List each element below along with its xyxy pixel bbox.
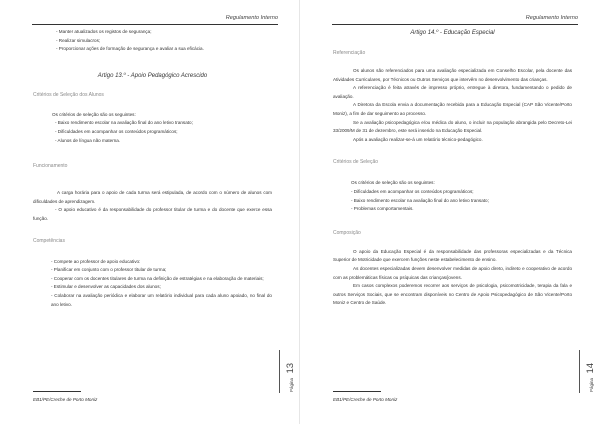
list-item: - Cooperar com os docentes titulares de turma na definição de estratégias e na elaboração de materiais; (51, 275, 264, 281)
list-item: - Baixo rendimento escolar na avaliação final do ano letivo transato; (351, 197, 489, 203)
page-number (580, 352, 594, 392)
criteria-list (333, 188, 572, 214)
running-header: Regulamento Interno (525, 15, 578, 21)
paragraph: A referenciação é feita através de impresso próprio, entregue à diretora, fundamentando o pedido de avaliação. (333, 85, 572, 99)
list-item: - Proporcionar ações de formação de segurança e avaliar a sua eficácia. (56, 46, 204, 52)
paragraph: A carga horária para o apoio de cada turma será estipulada, de acordo com o número de alunos com dificuldades de aprendizagem. (33, 190, 272, 204)
paragraph: A Diretora da Escola envia a documentação recebida para a Educação Especial (CAP São Vicente/Porto Moniz), a fim de dar seguimento ao processo. (333, 102, 572, 116)
page-body (33, 28, 272, 309)
paragraph: Se a avaliação psicopedagógica e/ou médica do aluno, o incluir na população abrangida pelo Decreto-Lei 33/2009/M de 31 de dezembro, este será inserido na Educação Especial. (333, 119, 572, 134)
article-title: Artigo 14.º - Educação Especial (410, 30, 495, 36)
page-number-value: 13 (285, 362, 296, 374)
running-header: Regulamento Interno (225, 15, 278, 21)
page-label: Página (589, 377, 594, 392)
page-number (280, 352, 294, 392)
page-body (333, 30, 572, 308)
list-item: - Planificar em conjunto com o professor titular de turma; (51, 267, 167, 273)
header-rule (32, 24, 278, 25)
header-rule (332, 24, 578, 25)
criteria-list (33, 119, 272, 145)
list-item: - Realizar simulacros; (56, 37, 101, 43)
footer-rule (33, 391, 81, 392)
page-label: Página (289, 377, 294, 392)
paragraph: As docentes especializadas devem desenvolver medidas de apoio direto, indireto e cooperativo de acordo com as problemáticas físicas ou psíquicas das crianças/jovens. (333, 265, 572, 280)
section-heading: Composição (333, 229, 361, 236)
footer: EB1/PE/Creche de Porto Moniz (333, 397, 398, 402)
footer-rule (333, 391, 381, 392)
section-heading: Competências (33, 237, 65, 244)
list-item: - Baixo rendimento escolar na avaliação final do ano letivo transato; (55, 120, 193, 126)
list-item: - Compete ao professor de apoio educativo: (51, 258, 141, 264)
paragraph: Em casos complexos poderemos recorrer aos serviços de psicologia, psicomotricidade, terapia da fala e outros Serviços Sociais, que se encontram disponíveis no Centro de Apoio Psicopedagógico de São Vicente/Porto Moniz e Centro de Saúde. (333, 283, 572, 306)
page-14 (300, 0, 600, 424)
section-heading: Critérios de Seleção (333, 159, 379, 166)
page-number-value: 14 (585, 362, 596, 374)
section-heading: Referenciação (333, 50, 366, 56)
list-item: - Manter atualizados os registos de segurança; (56, 29, 152, 34)
footer: EB1/PE/Creche de Porto Moniz (33, 397, 98, 402)
paragraph: Os critérios de seleção são os seguintes: (52, 111, 136, 117)
list-item: - Dificuldades em acompanhar os conteúdos programáticos; (55, 128, 178, 134)
paragraph: Os alunos são referenciados para uma avaliação especializada em Conselho Escolar, pela docente das Atividades Curriculares, por Técnicos ou Outros Serviços que intervêm no desenvolvimento das crianças. (333, 68, 572, 82)
paragraph: O apoio da Educação Especial é da responsabilidade das professoras especializadas e da Técnica Superior de Motricidade que exercem funções neste estabelecimento de ensino. (333, 248, 572, 263)
list-item: - Problemas comportamentais. (351, 206, 414, 212)
paragraph: Os critérios de seleção são os seguintes: (351, 180, 435, 186)
top-list (33, 28, 272, 54)
paragraph: - O apoio educativo é da responsabilidade do professor titular de turma e do docente que exerce essa função. (33, 207, 272, 221)
list-item: - Dificuldades em acompanhar os conteúdos programáticos; (351, 188, 474, 194)
list-item: - Alunos de língua não materna. (55, 137, 121, 143)
list-item: - Estimular e desenvolver as capacidades dos alunos; (51, 284, 161, 290)
section-heading: Critérios de Seleção dos Alunos (33, 91, 104, 98)
competencias-list (33, 258, 272, 310)
article-title: Artigo 13.º - Apoio Pedagógico Acrescido (97, 72, 208, 79)
list-item: - Colaborar na avaliação periódica e elaborar um relatório individual para cada aluno apoiado, no final do ano letivo. (51, 292, 272, 307)
paragraph: Após a avaliação realizar-se-á um relatório técnico-pedagógico. (353, 136, 483, 142)
section-heading: Funcionamento (33, 163, 68, 170)
